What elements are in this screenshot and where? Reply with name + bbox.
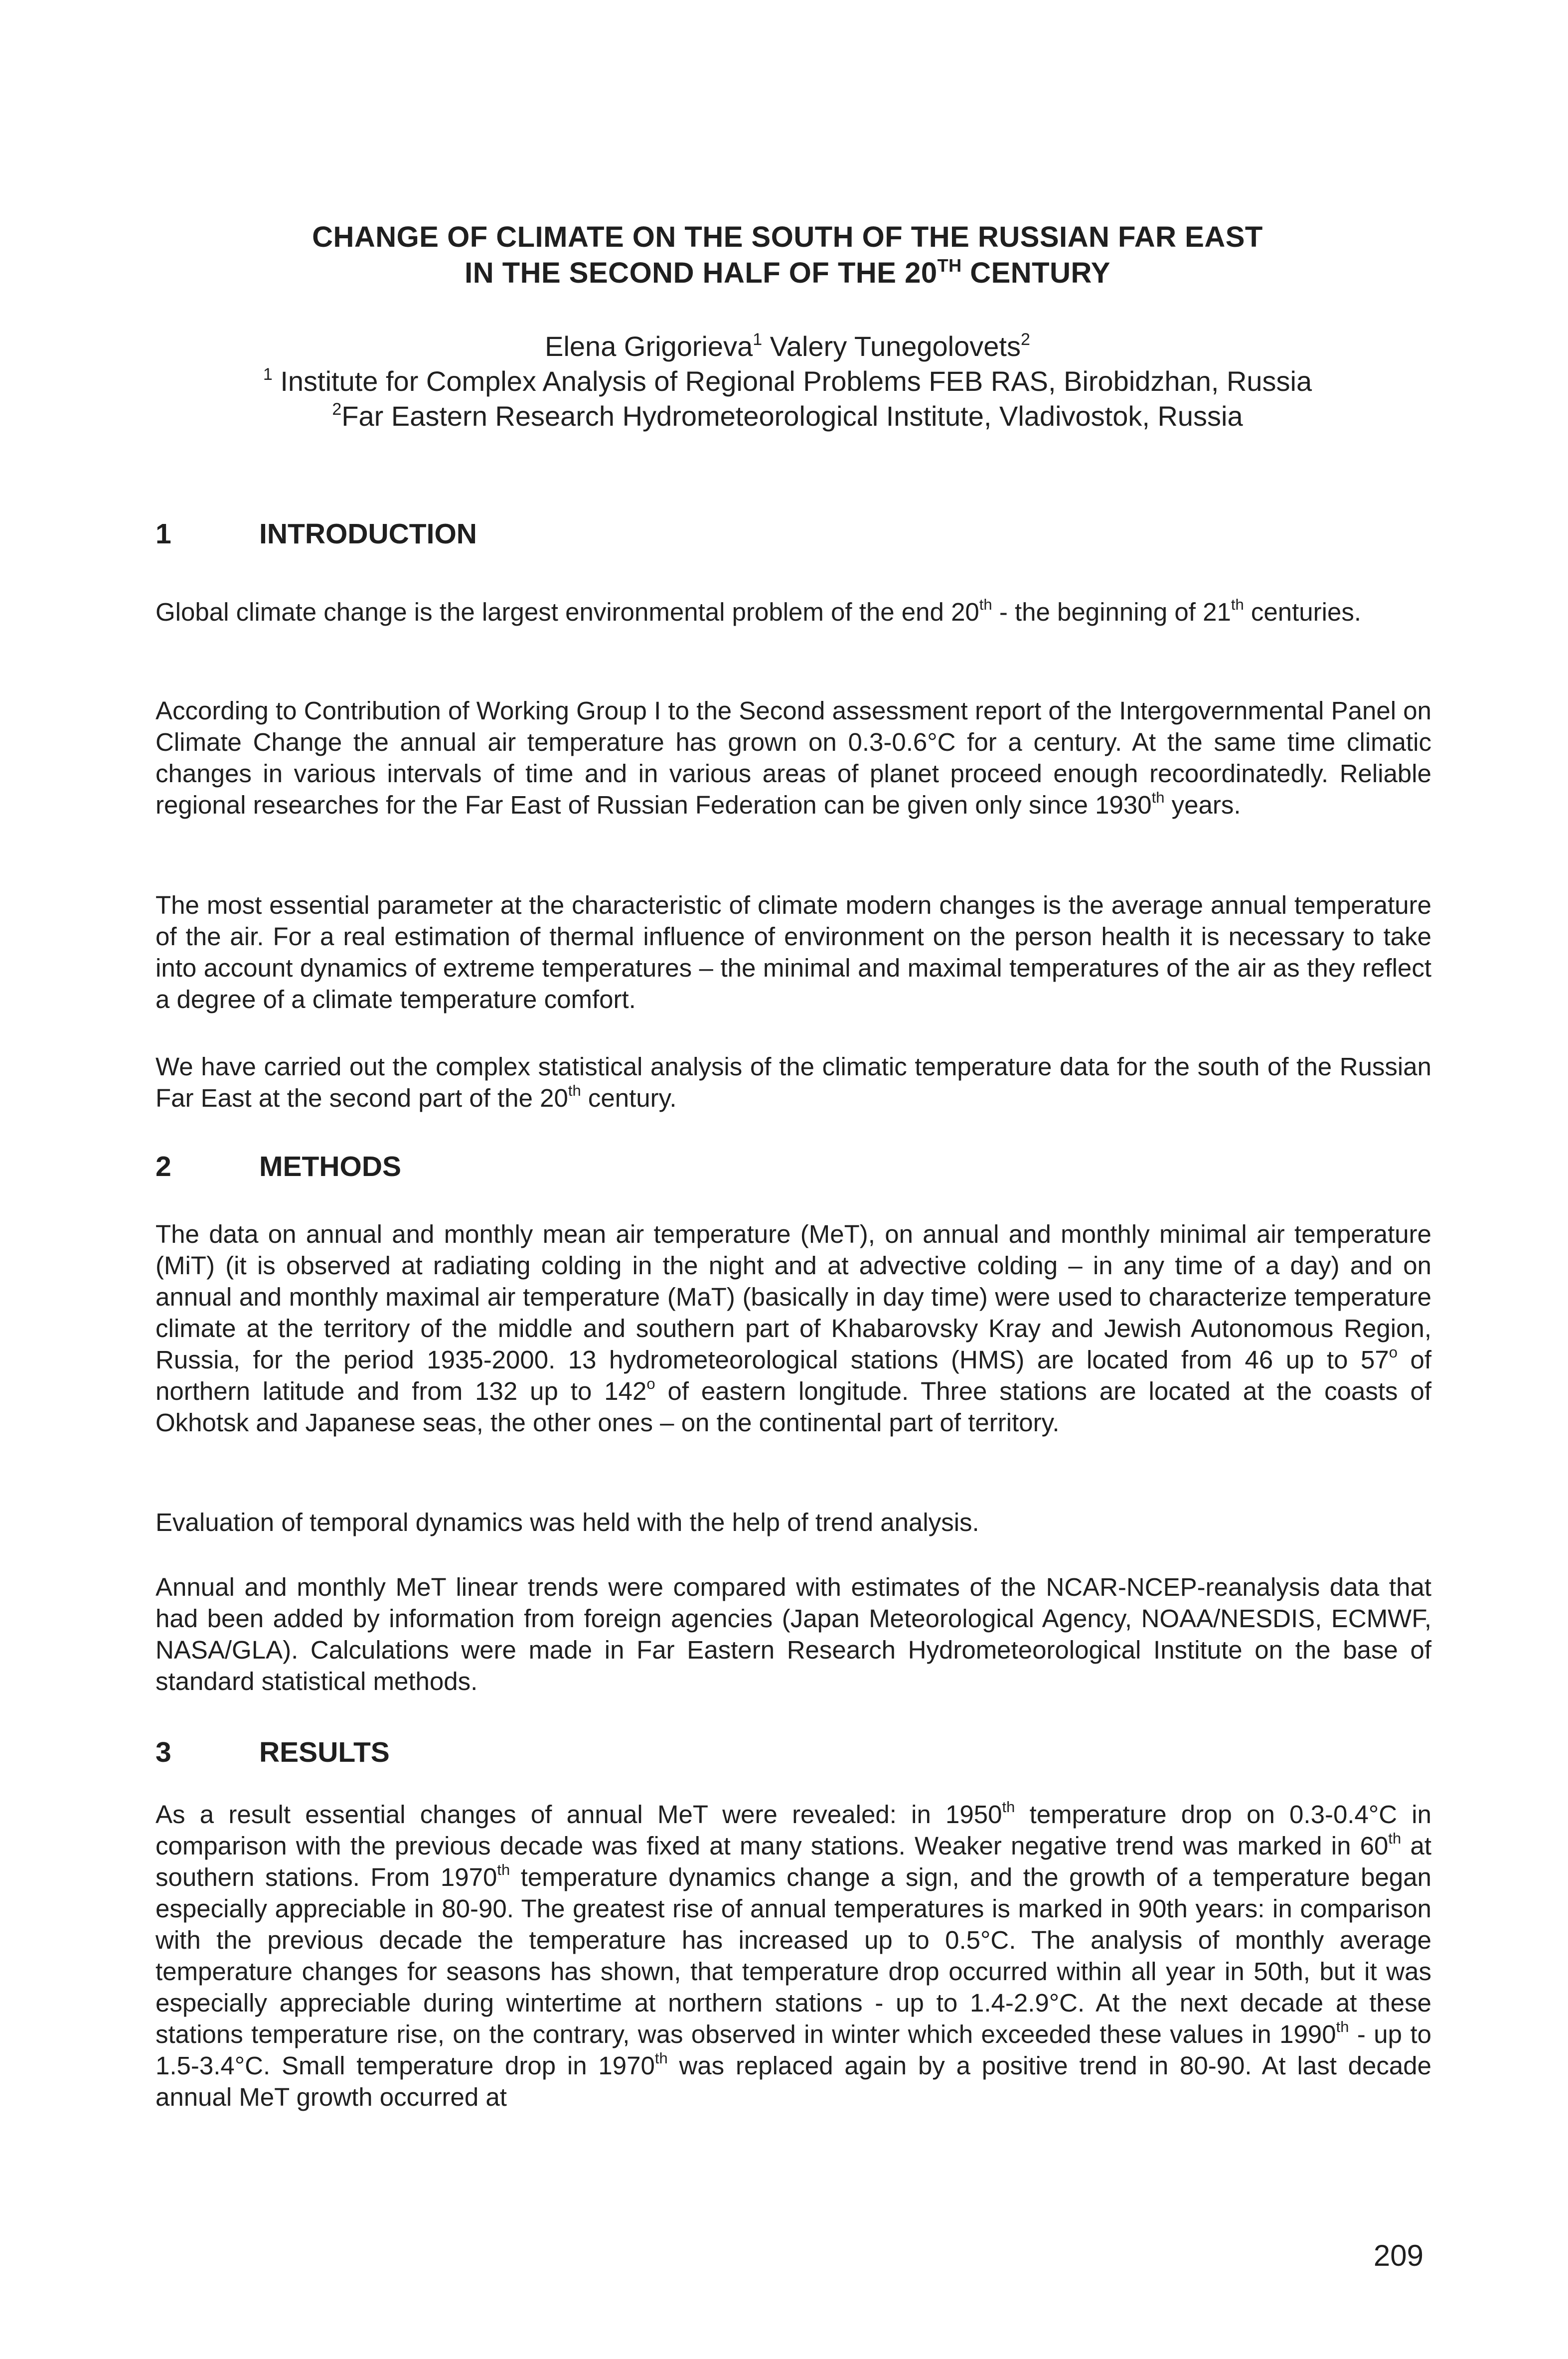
author-name: Valery Tunegolovets [762,331,1021,362]
affiliation-text: Far Eastern Research Hydrometeorological Institute, Vladivostok, Russia [341,400,1243,432]
paragraph-text: of eastern longitude. Three stations are located at the coasts of Okhotsk and Japanese seas, the other ones – on the continental part of territory. [156,1377,1432,1437]
page-number: 209 [1373,2239,1423,2272]
paragraph-text: years. [1164,791,1241,819]
title-superscript: TH [937,255,962,276]
author-affiliation-mark: 2 [1020,330,1030,349]
affiliation-text: Institute for Complex Analysis of Regional Problems FEB RAS, Birobidzhan, Russia [272,365,1312,397]
title-line-1: CHANGE OF CLIMATE ON THE SOUTH OF THE RUSSIAN FAR EAST [312,221,1263,253]
intro-paragraph-2 [156,695,1431,821]
superscript: th [497,1861,510,1878]
paragraph-text: Global climate change is the largest environmental problem of the end 20 [156,598,979,626]
intro-paragraph-4 [156,1051,1431,1114]
paragraph-text: According to Contribution of Working Group I to the Second assessment report of the Intergovernmental Panel on Climate Change the annual air temperature has grown on 0.3-0.6°C for a century. At the same time climatic changes in various intervals of time and in various areas of planet proceed enough recoordinatedly. Reliable regional researches for the Far East of Russian Federation can be given only since 1930 [156,696,1431,819]
title-text: IN THE SECOND HALF OF THE 20 [465,257,938,289]
paragraph-text: - the beginning of 21 [992,598,1231,626]
section-heading-methods [156,1149,401,1184]
section-title: METHODS [259,1151,401,1182]
superscript: th [568,1082,581,1099]
methods-paragraph-2: Evaluation of temporal dynamics was held with the help of trend analysis. [156,1508,979,1536]
author-affiliation-mark: 1 [753,330,763,349]
section-number: 3 [156,1736,171,1768]
paragraph-text: at southern stations. From 1970 [156,1832,1431,1891]
paragraph-text: of northern latitude and from 132 up to 142 [156,1346,1432,1405]
superscript: th [654,2049,668,2067]
section-title: RESULTS [259,1736,390,1768]
author-block [150,329,1425,434]
section-title: INTRODUCTION [259,518,477,550]
superscript: th [1002,1798,1015,1816]
paragraph-text: was replaced again by a positive trend in 80-90. At last decade annual MeT growth occurred at [156,2051,1431,2111]
results-paragraph-1 [156,1799,1431,2113]
methods-paragraph-3: Annual and monthly MeT linear trends were compared with estimates of the NCAR-NCEP-reanalysis data that had been added by information from foreign agencies (Japan Meteorological Agency, NOAA/NESDIS, ECMWF, NASA/GLA). Calculations were made in Far Eastern Research Hydrometeorological Institute on the base of standard statistical methods. [156,1573,1431,1695]
section-heading-introduction [156,516,477,551]
superscript: th [1231,596,1244,613]
author-line [150,329,1425,364]
affiliation-mark: 2 [332,400,342,419]
paragraph-text: century. [581,1084,677,1112]
superscript: th [979,596,992,613]
superscript: th [1388,1830,1402,1847]
paragraph-text: centuries. [1244,598,1361,626]
section-heading-results [156,1735,390,1770]
superscript: th [1336,2018,1349,2035]
paragraph-text: temperature drop on 0.3-0.4°C in comparison with the previous decade was fixed at many stations. Weaker negative trend was marked in 60 [156,1800,1431,1860]
intro-paragraph-3: The most essential parameter at the characteristic of climate modern changes is the average annual temperature of the air. For a real estimation of thermal influence of environment on the person health it is necessary to take into account dynamics of extreme temperatures – the minimal and maximal temperatures of the air as they reflect a degree of a climate temperature comfort. [156,891,1431,1013]
methods-paragraph-1 [156,1218,1431,1438]
degree-mark: o [1389,1344,1398,1361]
section-number: 1 [156,518,171,550]
affiliation-1 [150,364,1425,399]
paper-title [150,219,1425,291]
intro-paragraph-1 [156,596,1431,628]
title-text: CENTURY [961,257,1110,289]
paragraph-text: We have carried out the complex statistical analysis of the climatic temperature data for the south of the Russian Far East at the second part of the 20 [156,1052,1431,1112]
affiliation-2 [150,399,1425,434]
affiliation-mark: 1 [263,365,273,384]
paragraph-text: - up to 1.5-3.4°C. Small temperature drop in 1970 [156,2020,1431,2080]
paragraph-text: As a result essential changes of annual MeT were revealed: in 1950 [156,1800,1002,1829]
section-number: 2 [156,1151,171,1182]
title-line-2 [150,255,1425,291]
author-name: Elena Grigorieva [545,331,753,362]
paragraph-text: temperature dynamics change a sign, and the growth of a temperature began especially appreciable in 80-90. The greatest rise of annual temperatures is marked in 90th years: in comparison with the previous decade the temperature has increased up to 0.5°C. The analysis of monthly average temperature changes for seasons has shown, that temperature drop occurred within all year in 50th, but it was especially appreciable during wintertime at northern stations - up to 1.4-2.9°C. At the next decade at these stations temperature rise, on the contrary, was observed in winter which exceeded these values in 1990 [156,1863,1431,2048]
superscript: th [1151,789,1165,806]
paragraph-text: The data on annual and monthly mean air temperature (MeT), on annual and monthly minimal air temperature (MiT) (it is observed at radiating colding in the night and at advective colding – in any time of a day) and on annual and monthly maximal air temperature (MaT) (basically in day time) were used to characterize temperature climate at the territory of the middle and southern part of Khabarovsky Kray and Jewish Autonomous Region, Russia, for the period 1935-2000. 13 hydrometeorological stations (HMS) are located from 46 up to 57 [156,1220,1431,1374]
degree-mark: o [646,1375,655,1392]
